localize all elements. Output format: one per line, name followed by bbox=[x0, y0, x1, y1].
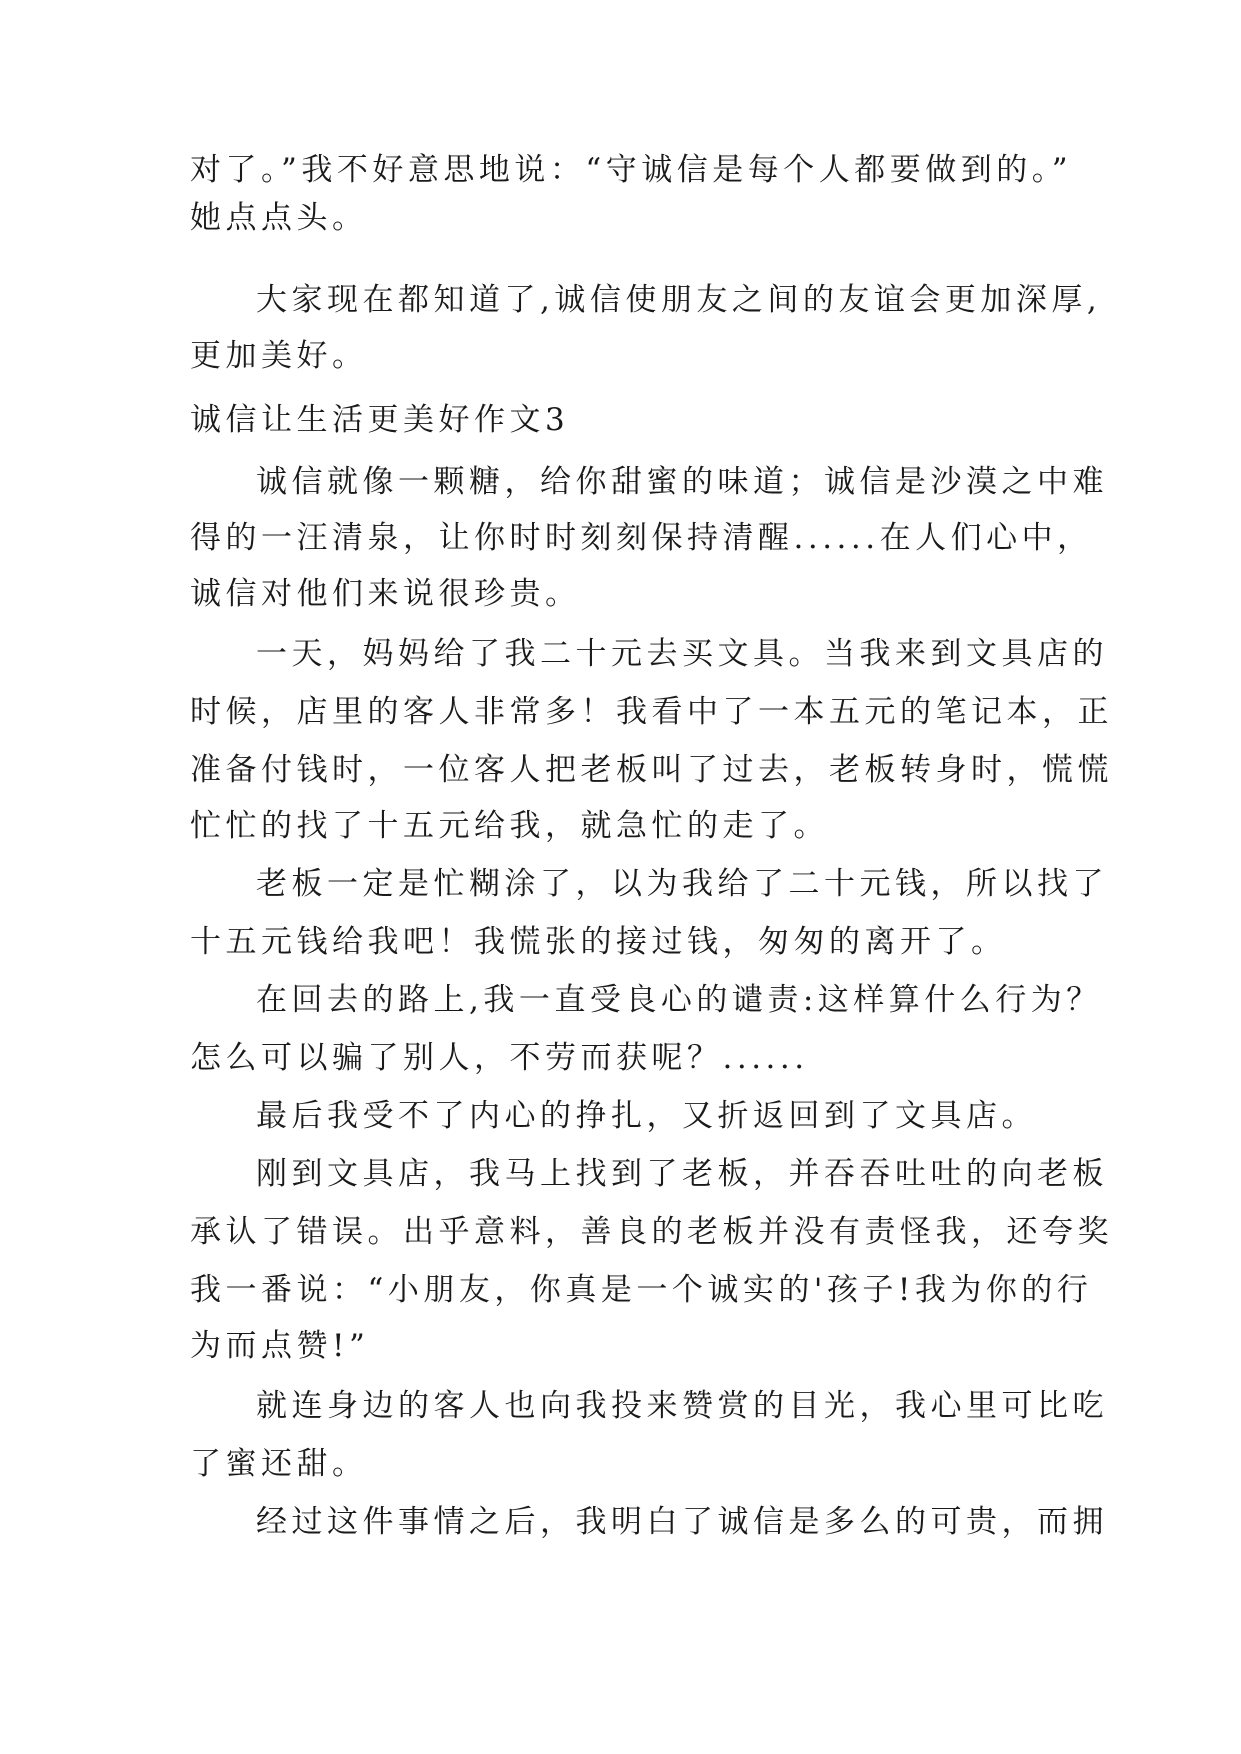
text-line: 最后我受不了内心的挣扎，又折返回到了文具店。 bbox=[256, 1098, 1037, 1134]
text-line: 承认了错误。出乎意料，善良的老板并没有责怪我，还夸奖 bbox=[190, 1214, 1113, 1250]
text-line: 她点点头。 bbox=[190, 200, 368, 236]
text-line: 更加美好。 bbox=[190, 338, 368, 374]
text-line: 老板一定是忙糊涂了，以为我给了二十元钱，所以找了 bbox=[256, 866, 1108, 902]
text-line: 就连身边的客人也向我投来赞赏的目光，我心里可比吃 bbox=[256, 1388, 1108, 1424]
text-line: 我一番说：“小朋友，你真是一个诚实的'孩子!我为你的行 bbox=[190, 1272, 1093, 1308]
text-line: 对了。”我不好意思地说：“守诚信是每个人都要做到的。” bbox=[190, 152, 1073, 188]
text-line: 经过这件事情之后，我明白了诚信是多么的可贵，而拥 bbox=[256, 1504, 1108, 1540]
text-line: 得的一汪清泉，让你时时刻刻保持清醒......在人们心中， bbox=[190, 520, 1093, 556]
text-line: 了蜜还甜。 bbox=[190, 1446, 368, 1482]
section-heading: 诚信让生活更美好作文3 bbox=[190, 402, 570, 438]
text-line: 时候，店里的客人非常多！我看中了一本五元的笔记本，正 bbox=[190, 694, 1113, 730]
text-line: 怎么可以骗了别人，不劳而获呢？...... bbox=[190, 1040, 809, 1076]
text-line: 十五元钱给我吧！我慌张的接过钱，匆匆的离开了。 bbox=[190, 924, 1007, 960]
text-line: 在回去的路上,我一直受良心的谴责:这样算什么行为？ bbox=[256, 982, 1102, 1018]
text-line: 忙忙的找了十五元给我，就急忙的走了。 bbox=[190, 808, 829, 844]
text-line: 大家现在都知道了,诚信使朋友之间的友谊会更加深厚, bbox=[256, 282, 1102, 318]
text-line: 准备付钱时，一位客人把老板叫了过去，老板转身时，慌慌 bbox=[190, 752, 1113, 788]
text-line: 诚信就像一颗糖，给你甜蜜的味道；诚信是沙漠之中难 bbox=[256, 464, 1108, 500]
text-line: 一天，妈妈给了我二十元去买文具。当我来到文具店的 bbox=[256, 636, 1108, 672]
text-line: 刚到文具店，我马上找到了老板，并吞吞吐吐的向老板 bbox=[256, 1156, 1108, 1192]
text-line: 诚信对他们来说很珍贵。 bbox=[190, 576, 581, 612]
text-line: 为而点赞!” bbox=[190, 1328, 370, 1364]
